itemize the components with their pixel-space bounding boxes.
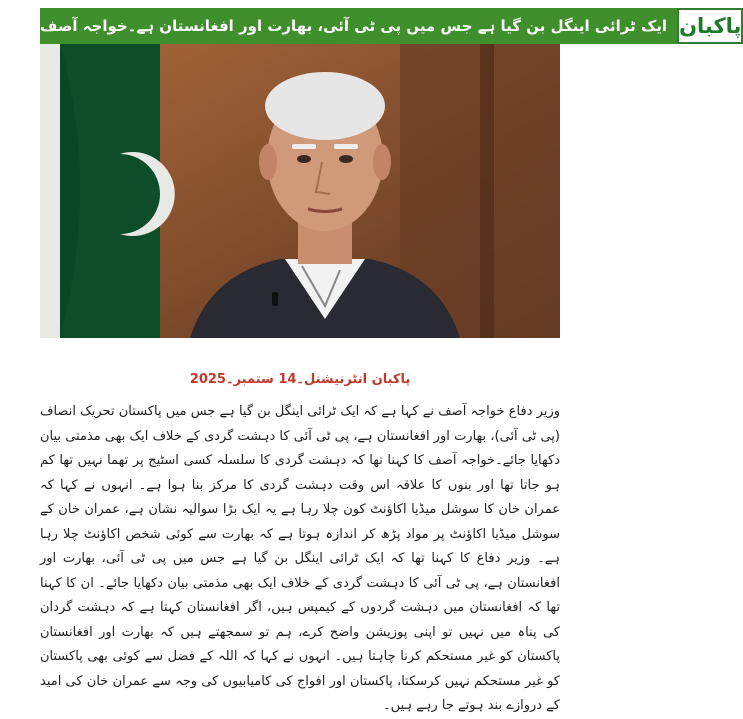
header-banner [40,8,742,44]
brand-logo: پاکبان [677,8,743,44]
dateline: پاکبان انٹرنیشنل۔14 ستمبر۔2025 [189,372,411,387]
hair [265,72,385,140]
pakistan-flag [40,44,175,338]
portrait-illustration [40,44,560,338]
article-body [40,400,560,713]
headline: ایک ٹرائی اینگل بن گیا ہے جس میں پی ٹی آئی، بھارت اور افغانستان ہے۔خواجہ آصف [40,8,677,44]
microphone [272,292,278,306]
article-paragraph: وزیر دفاع خواجہ آصف نے کہا ہے کہ ایک ٹرائی اینگل بن گیا ہے جس میں پاکستان تحریک انصاف (پی ٹی آئی)، بھارت اور افغانستان ہے، پی ٹی آئی کا دہشت گردی کے خلاف ایک بھی مذمتی بیان دکھایا جائے۔خواجہ آصف کا کہنا تھا کہ دہشت گردی کا سلسلہ کسی اسٹیج پر تھما نہیں تھا کم ہو جاتا تھا اور بنوں کا علاقہ اس وقت دہشت گردی کا مرکز بنا ہوا ہے۔ انہوں نے کہا کہ عمران خان کا سوشل میڈیا اکاؤنٹ کون چلا رہا ہے یہ ایک بڑا سوالیہ نشان ہے، عمران خان کے سوشل میڈیا اکاؤنٹ پر مواد پڑھ کر اندازہ ہوتا ہے کہ بھارت سے کوئی شخص اکاؤنٹ چلا رہا ہے۔ وزیر دفاع کا کہنا تھا کہ ایک ٹرائی اینگل بن گیا ہے جس میں پی ٹی آئی، بھارت اور افغانستان ہے، پی ٹی آئی کا دہشت گردی کے خلاف ایک بھی مذمتی بیان دکھایا جائے۔ ان کا کہنا تھا کہ افغانستان میں دہشت گردوں کے کیمپس ہیں، اگر افغانستان کہتا ہے کہ دہشت گردان کی پناہ میں نہیں تو اپنی پوزیشن واضح کرے، ہم تو سمجھتے ہیں کہ بھارت اور افغانستان پاکستان کو غیر مستحکم کرنا چاہتا ہیں۔ انہوں نے کہا کہ اللہ کے فضل سے کوئی بھی پاکستان کو غیر مستحکم نہیں کرسکتا، پاکستان اور افواج کی کامیابیوں کی وجہ سے عمران خان کی امید کے دروازے بند ہوتے جا رہے ہیں۔ [40,404,560,713]
article-photo [40,44,560,338]
